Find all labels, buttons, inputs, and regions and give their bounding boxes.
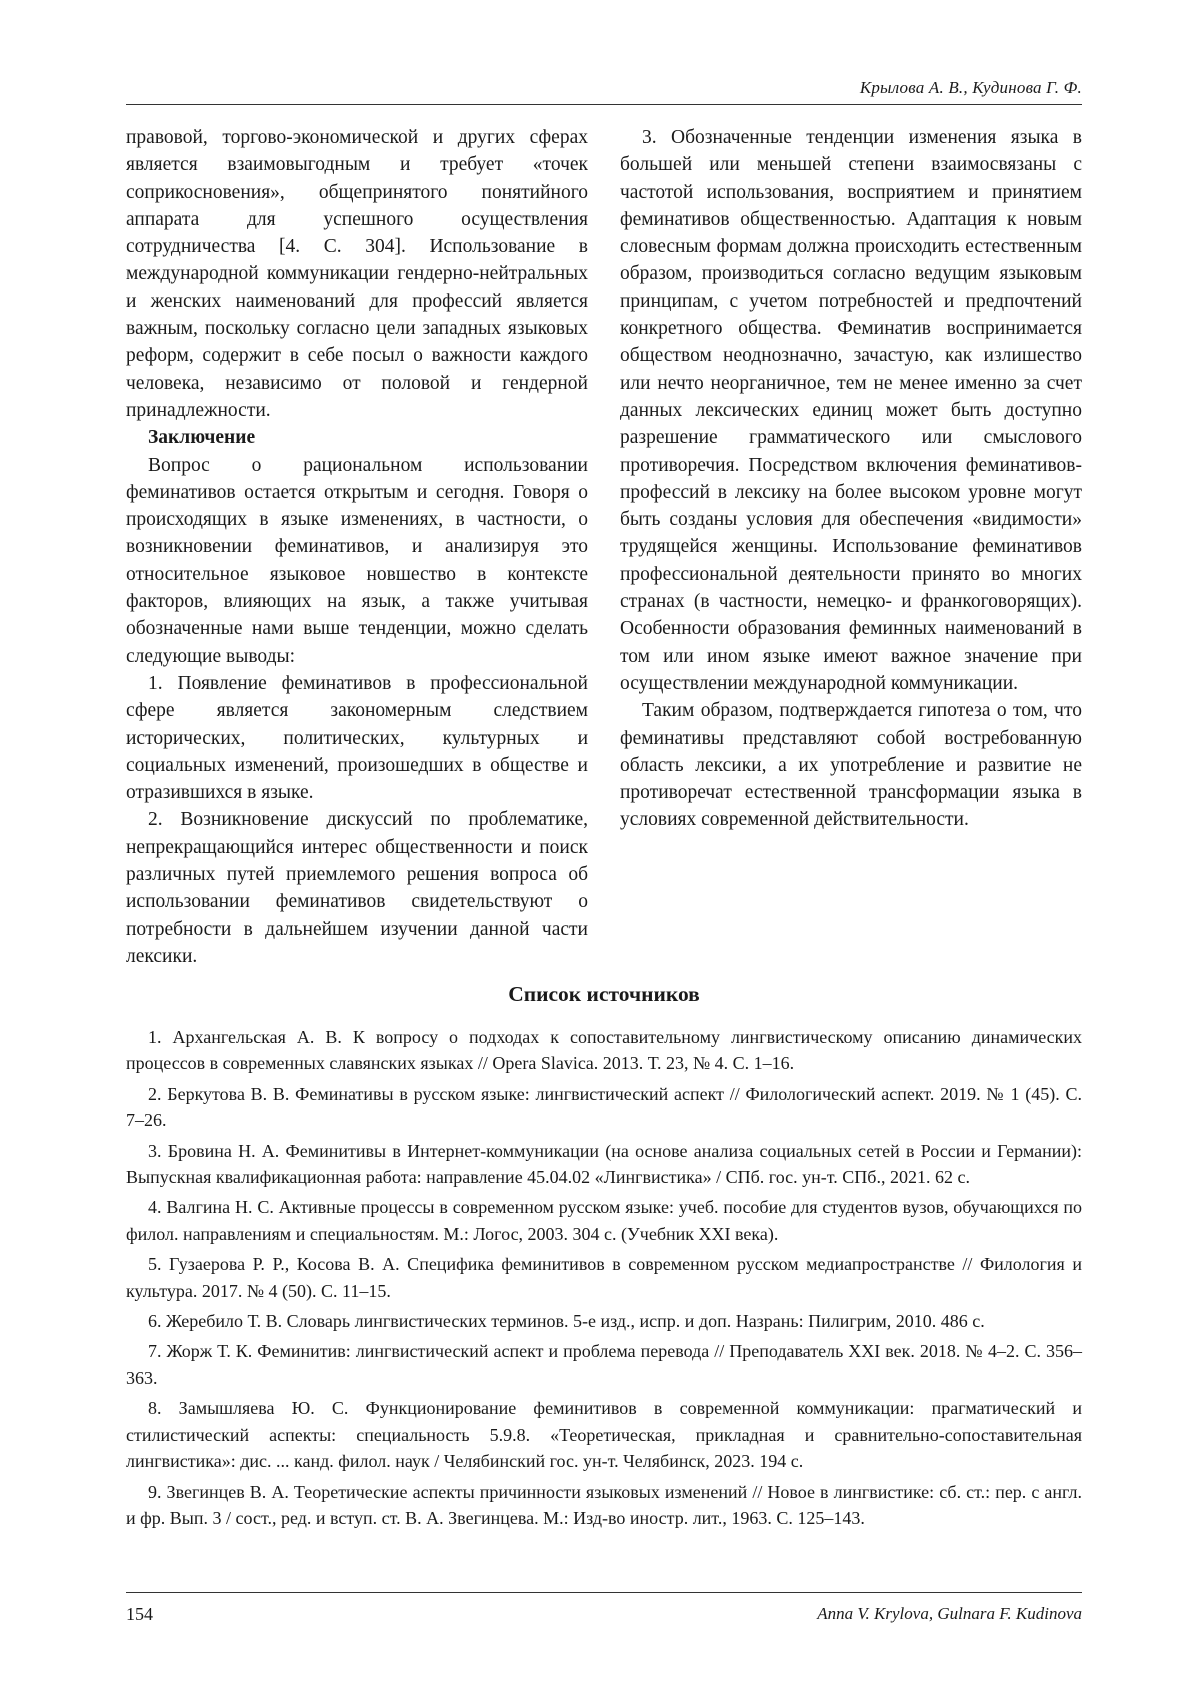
paragraph: Таким образом, подтверждается гипотеза о том, что феминативы представляют собой востребованную область лексики, а их употребление и развитие не противоречат естественной трансформации языка в условиях современной действительности.: [620, 700, 1082, 831]
references-title: Список источников: [508, 982, 700, 1006]
footer-authors: Anna V. Krylova, Gulnara F. Kudinova: [817, 1604, 1082, 1623]
left-column: [126, 124, 588, 970]
reference-item: 6. Жеребило Т. В. Словарь лингвистических терминов. 5-е изд., испр. и доп. Назрань: Пилигрим, 2010. 486 с.: [148, 1311, 985, 1332]
footer-rule: [126, 1592, 1082, 1593]
reference-item: 9. Звегинцев В. А. Теоретические аспекты причинности языковых изменений // Новое в лингвистике: сб. ст.: пер. с англ. и фр. Вып. 3 / сост., ред. и вступ. ст. В. А. Звегинцева. М.: Изд-во иностр. лит., 1963. С. 125–143.: [126, 1481, 1082, 1528]
body-columns: [126, 124, 1082, 984]
conclusion-point-1: 1. Появление феминативов в профессиональной сфере является закономерным следствием исторических, политических, культурных и социальных изменений, произошедших в обществе и отразившихся в языке.: [126, 672, 588, 804]
running-head: Крылова А. В., Кудинова Г. Ф.: [859, 78, 1082, 97]
reference-item: 3. Бровина Н. А. Феминитивы в Интернет-коммуникации (на основе анализа социальных сетей в России и Германии): Выпускная квалификационная работа: направление 45.04.02 «Лингвистика» / СПб. гос. ун-т. СПб., 2021. 62 с.: [126, 1140, 1082, 1188]
reference-item: 8. Замышляева Ю. С. Функционирование феминитивов в современной коммуникации: прагматический и стилистический аспекты: специальность 5.9.8. «Теоретическая, прикладная и сравнительно-сопоставительная лингвистика»: дис. ... канд. филол. наук / Челябинский гос. ун-т. Челябинск, 2023. 194 с.: [126, 1398, 1082, 1472]
conclusion-point-2: 2. Возникновение дискуссий по проблематике, непрекращающийся интерес общественности и поиск различных путей приемлемого решения вопроса об использовании феминативов свидетельствуют о потребности в дальнейшем изучении данной части лексики.: [126, 809, 588, 967]
section-heading-conclusion: Заключение: [148, 427, 256, 449]
references-list: [126, 1024, 1082, 1535]
reference-item: 2. Беркутова В. В. Феминативы в русском языке: лингвистический аспект // Филологический аспект. 2019. № 1 (45). С. 7–26.: [126, 1083, 1082, 1131]
paragraph: правовой, торгово-экономической и других сферах является взаимовыгодным и требует «точек соприкосновения», общепринятого понятийного аппарата для успешного осуществления сотрудничества [4. С. 304]. Использование в международной коммуникации гендерно-нейтральных и женских наименований для профессий является важным, поскольку согласно цели западных языковых реформ, содержит в себе посыл о важности каждого человека, независимо от половой и гендерной принадлежности.: [126, 127, 588, 421]
conclusion-point-3: 3. Обозначенные тенденции изменения языка в большей или меньшей степени взаимосвязаны с частотой использования, восприятием и принятием феминативов общественностью. Адаптация к новым словесным формам должна происходить естественным образом, производиться согласно ведущим языковым принципам, с учетом потребностей и предпочтений конкретного общества. Феминатив воспринимается обществом неоднозначно, зачастую, как излишество или нечто неорганичное, тем не менее именно за счет данных лексических единиц может быть доступно разрешение грамматического или смыслового противоречия. Посредством включения феминативов-профессий в лексику на более высоком уровне могут быть созданы условия для обеспечения «видимости» трудящейся женщины. Использование феминативов профессиональной деятельности принято во многих странах (в частности, немецко- и франкоговорящих). Особенности образования феминных наименований в том или ином языке имеют важное значение при осуществлении международной коммуникации.: [620, 127, 1082, 694]
header-rule: [126, 104, 1082, 105]
reference-item: 7. Жорж Т. К. Феминитив: лингвистический аспект и проблема перевода // Преподаватель XXI век. 2018. № 4–2. С. 356–363.: [126, 1341, 1082, 1388]
reference-item: 5. Гузаерова Р. Р., Косова В. А. Специфика феминитивов в современном русском медиапространстве // Филология и культура. 2017. № 4 (50). С. 11–15.: [126, 1254, 1082, 1301]
page-number: 154: [126, 1604, 153, 1624]
reference-item: 1. Архангельская А. В. К вопросу о подходах к сопоставительному лингвистическому описанию динамических процессов в современных славянских языках // Opera Slavica. 2013. Т. 23, № 4. С. 1–16.: [126, 1027, 1082, 1074]
paragraph: Вопрос о рациональном использовании феминативов остается открытым и сегодня. Говоря о происходящих в языке изменениях, в частности, о возникновении феминативов, и анализируя это относительное языковое новшество в контексте факторов, влияющих на язык, а также учитывая обозначенные нами выше тенденции, можно сделать следующие выводы:: [126, 454, 588, 667]
reference-item: 4. Валгина Н. С. Активные процессы в современном русском языке: учеб. пособие для студентов вузов, обучающихся по филол. направлениям и специальностям. М.: Логос, 2003. 304 с. (Учебник XXI века).: [126, 1197, 1082, 1244]
right-column: [620, 124, 1082, 834]
